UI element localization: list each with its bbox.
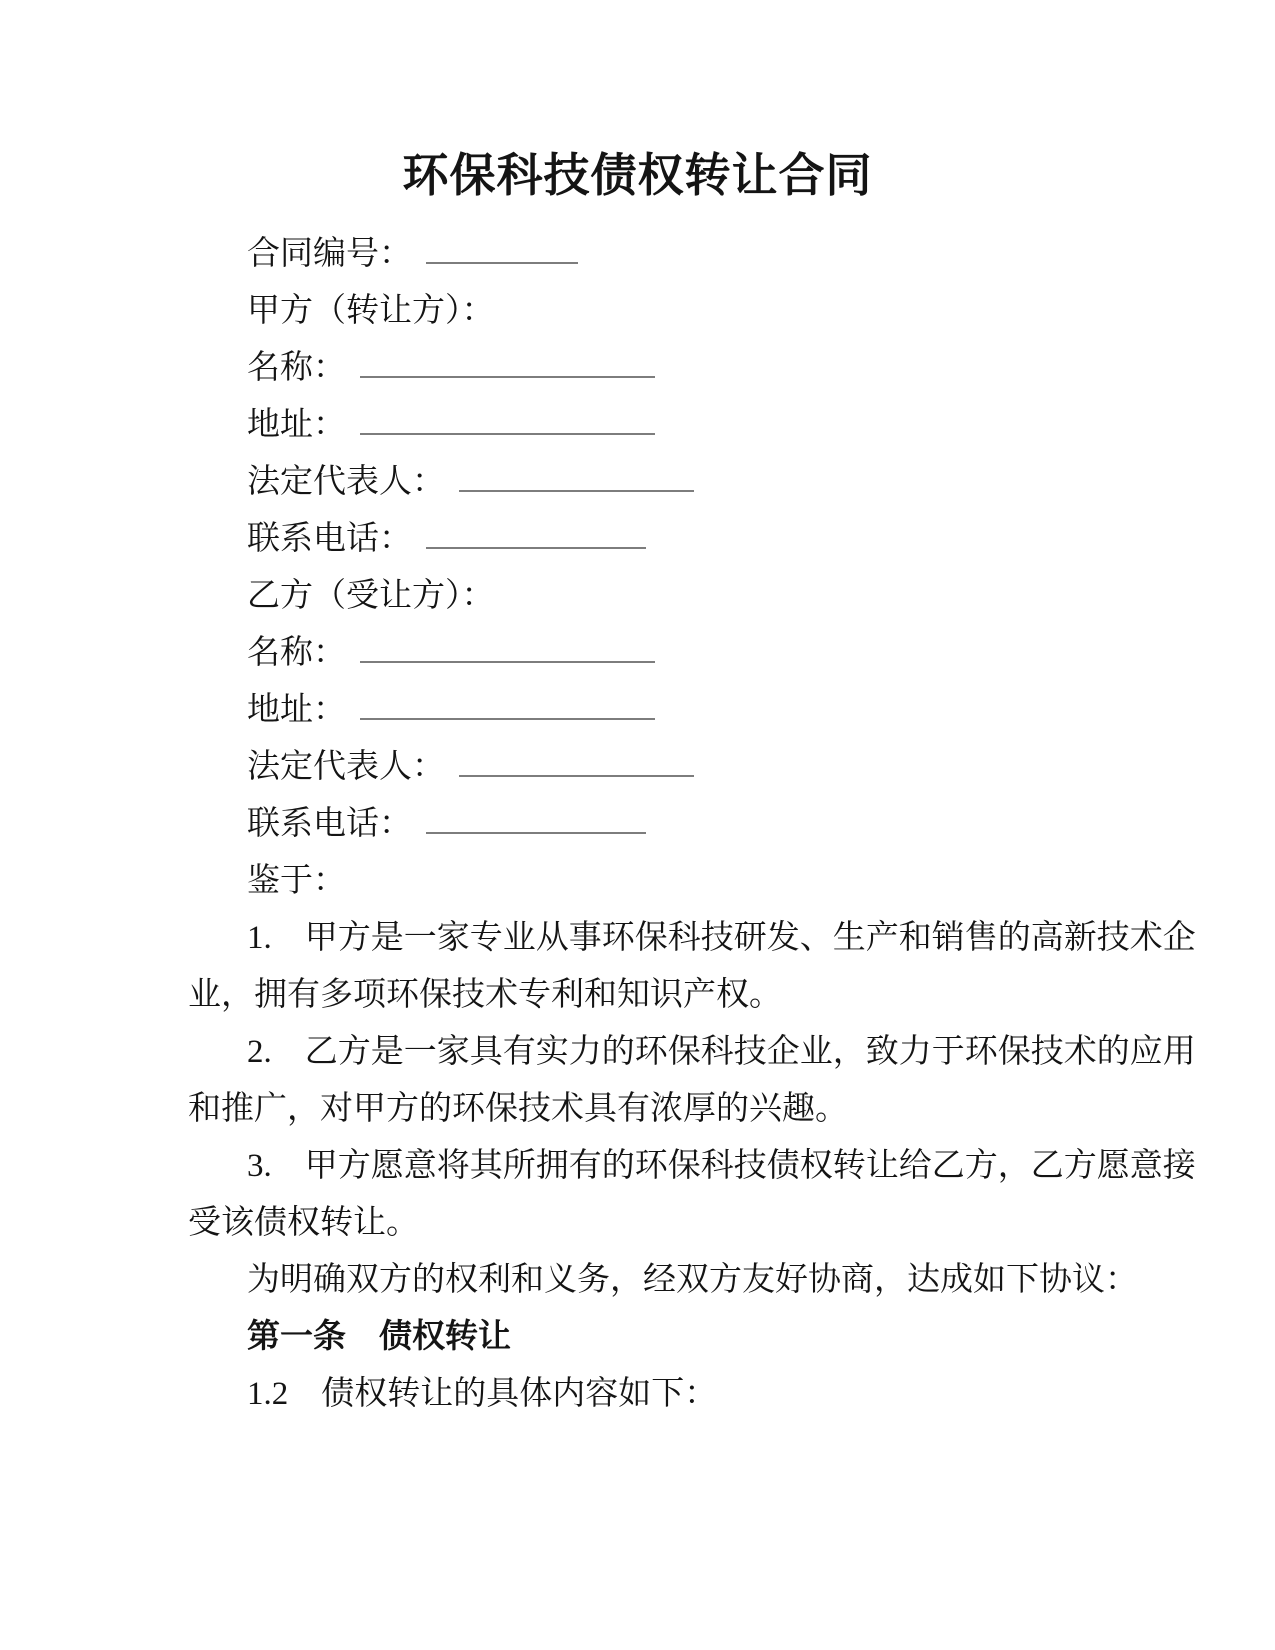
line-text: 2. 乙方是一家具有实力的环保科技企业，致力于环保技术的应用 — [247, 1034, 1196, 1070]
fill-in-blank-underline — [360, 403, 655, 435]
line-text: 地址： — [247, 407, 346, 443]
text-line — [188, 1366, 1089, 1423]
line-text: 联系电话： — [247, 521, 412, 557]
text-line — [188, 511, 1089, 568]
fill-in-blank-underline — [360, 631, 655, 663]
section-heading — [188, 1309, 1089, 1366]
line-text: 业，拥有多项环保技术专利和知识产权。 — [188, 977, 782, 1013]
document-body — [0, 226, 1275, 1423]
line-text: 合同编号： — [247, 236, 412, 272]
line-text: 3. 甲方愿意将其所拥有的环保科技债权转让给乙方，乙方愿意接 — [247, 1148, 1196, 1184]
text-line — [188, 1195, 1089, 1252]
line-text: 鉴于： — [247, 863, 346, 899]
line-text: 乙方（受让方）： — [247, 578, 495, 614]
text-line — [188, 568, 1089, 625]
text-line — [188, 1138, 1196, 1195]
document-title: 环保科技债权转让合同 — [402, 150, 873, 201]
line-text: 法定代表人： — [247, 749, 445, 785]
text-line — [188, 739, 1089, 796]
line-text: 第一条 债权转让 — [247, 1319, 511, 1355]
line-text: 受该债权转让。 — [188, 1205, 419, 1241]
text-line — [188, 1024, 1196, 1081]
text-line — [188, 283, 1089, 340]
line-text: 和推广，对甲方的环保技术具有浓厚的兴趣。 — [188, 1091, 848, 1127]
text-line — [188, 1081, 1089, 1138]
text-line — [188, 454, 1089, 511]
line-text: 1.2 债权转让的具体内容如下： — [247, 1376, 718, 1412]
text-line — [188, 853, 1089, 910]
text-line — [188, 625, 1089, 682]
text-line — [188, 796, 1089, 853]
text-line — [188, 967, 1089, 1024]
fill-in-blank-underline — [459, 460, 694, 492]
fill-in-blank-underline — [360, 688, 655, 720]
text-line — [188, 1252, 1138, 1309]
line-text: 地址： — [247, 692, 346, 728]
line-text: 1. 甲方是一家专业从事环保科技研发、生产和销售的高新技术企 — [247, 920, 1196, 956]
text-line — [188, 682, 1089, 739]
text-line — [188, 397, 1089, 454]
text-line — [188, 226, 1089, 283]
line-text: 为明确双方的权利和义务，经双方友好协商，达成如下协议： — [247, 1262, 1138, 1298]
line-text: 名称： — [247, 635, 346, 671]
fill-in-blank-underline — [426, 232, 578, 264]
fill-in-blank-underline — [426, 517, 646, 549]
line-text: 名称： — [247, 350, 346, 386]
fill-in-blank-underline — [459, 745, 694, 777]
fill-in-blank-underline — [426, 802, 646, 834]
fill-in-blank-underline — [360, 346, 655, 378]
line-text: 法定代表人： — [247, 464, 445, 500]
line-text: 联系电话： — [247, 806, 412, 842]
text-line — [188, 340, 1089, 397]
text-line — [188, 910, 1196, 967]
line-text: 甲方（转让方）： — [247, 293, 495, 329]
